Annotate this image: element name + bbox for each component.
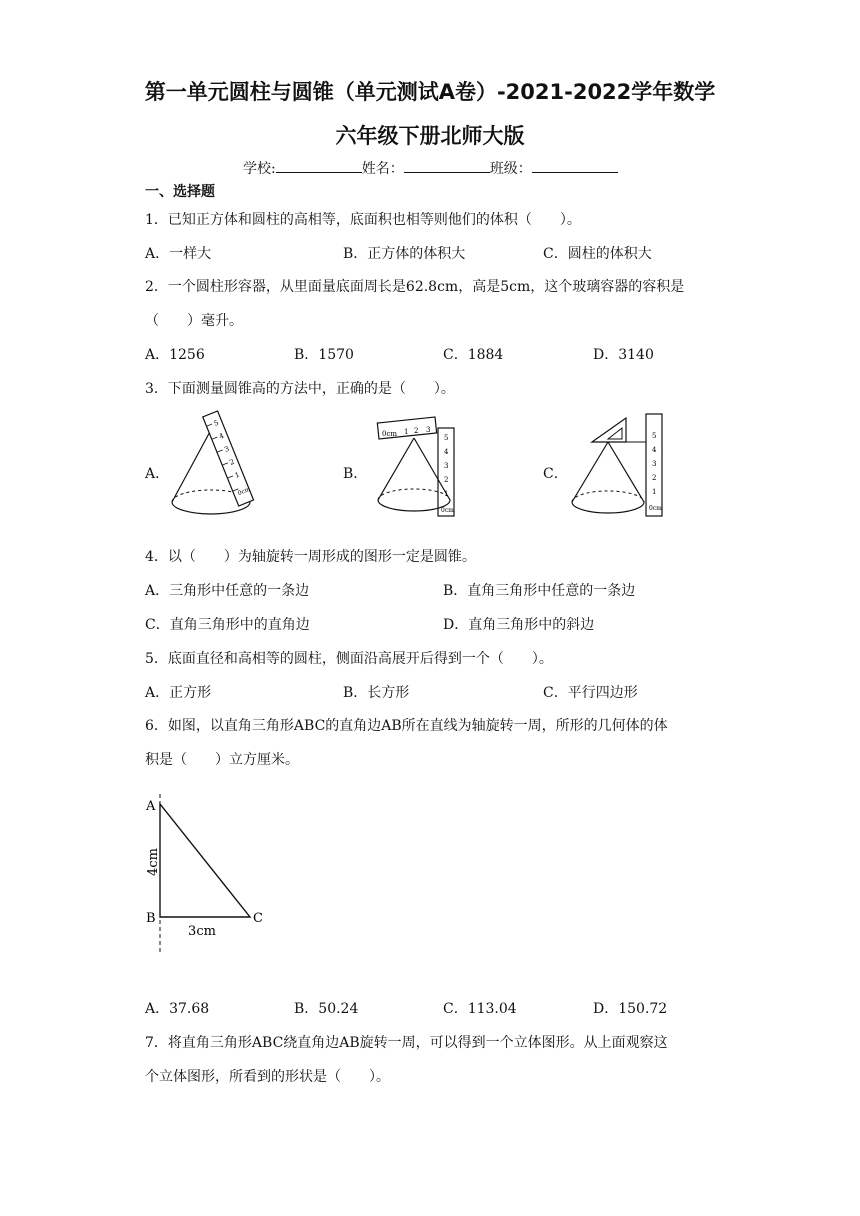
section-heading: 一、选择题 (145, 184, 215, 200)
info-line (243, 158, 618, 178)
ruler-c-n5: 5 (652, 432, 657, 440)
q6-triangle-figure (140, 790, 280, 960)
ruler-b-n4: 4 (444, 448, 449, 456)
q4-option-b[interactable]: B．直角三角形中任意的一条边 (443, 583, 636, 599)
q1-option-a[interactable]: A．一样大 (145, 246, 212, 262)
q6-option-c[interactable]: C．113.04 (443, 1001, 517, 1017)
question-2-line2: （ ）毫升。 (145, 313, 243, 329)
label-ab-length: 4cm (146, 848, 161, 876)
q2-option-a[interactable]: A．1256 (145, 347, 205, 363)
school-blank[interactable] (276, 158, 362, 173)
q4-option-a[interactable]: A．三角形中任意的一条边 (145, 583, 310, 599)
document-title-line2: 六年级下册北师大版 (335, 124, 525, 148)
ruler-c-n3: 3 (652, 460, 657, 468)
name-blank[interactable] (404, 158, 490, 173)
label-b: B (146, 911, 156, 926)
ruler-b-top-n1: 1 (404, 428, 409, 436)
question-3: 3．下面测量圆锥高的方法中，正确的是（ ）。 (145, 381, 455, 397)
label-a: A (146, 799, 156, 814)
ruler-b-n2: 2 (444, 476, 449, 484)
q3-option-a[interactable]: A． (145, 466, 170, 482)
q5-option-c[interactable]: C．平行四边形 (543, 685, 638, 701)
q3-figure-b (374, 412, 464, 522)
q3-option-b[interactable]: B． (343, 466, 368, 482)
q4-option-d[interactable]: D．直角三角形中的斜边 (443, 617, 595, 633)
question-2-line1: 2．一个圆柱形容器，从里面量底面周长是62.8cm，高是5cm，这个玻璃容器的容积是 (145, 279, 685, 295)
question-1: 1．已知正方体和圆柱的高相等，底面积也相等则他们的体积（ ）。 (145, 212, 581, 228)
ruler-a-n4: 4 (218, 431, 226, 441)
ruler-b-zero: 0cm (441, 507, 454, 514)
ruler-a-n2: 2 (228, 457, 236, 467)
ruler-b-top-n3: 3 (426, 426, 431, 434)
ruler-c-n1: 1 (652, 488, 657, 496)
q1-option-c[interactable]: C．圆柱的体积大 (543, 246, 652, 262)
q6-option-b[interactable]: B．50.24 (294, 1001, 359, 1017)
question-7-line1: 7．将直角三角形ABC绕直角边AB旋转一周，可以得到一个立体图形。从上面观察这 (145, 1035, 668, 1051)
question-6-line1: 6．如图，以直角三角形ABC的直角边AB所在直线为轴旋转一周，所形的几何体的体 (145, 718, 668, 734)
class-label: 班级： (489, 161, 532, 177)
label-bc-length: 3cm (188, 924, 216, 939)
q4-option-c[interactable]: C．直角三角形中的直角边 (145, 617, 310, 633)
q2-option-b[interactable]: B．1570 (294, 347, 354, 363)
ruler-c-n4: 4 (652, 446, 657, 454)
ruler-b-n3: 3 (444, 462, 449, 470)
question-5: 5．底面直径和高相等的圆柱，侧面沿高展开后得到一个（ ）。 (145, 651, 553, 667)
question-6-line2: 积是（ ）立方厘米。 (145, 752, 299, 768)
q5-option-b[interactable]: B．长方形 (343, 685, 410, 701)
q1-option-b[interactable]: B．正方体的体积大 (343, 246, 466, 262)
q3-figure-a (160, 410, 280, 525)
q3-option-c[interactable]: C． (543, 466, 568, 482)
ruler-a-n3: 3 (223, 444, 231, 454)
document-title-line1: 第一单元圆柱与圆锥（单元测试A卷）-2021-2022学年数学 (144, 80, 716, 104)
ruler-c-n2: 2 (652, 474, 657, 482)
q3-figure-c (566, 412, 666, 522)
q2-option-d[interactable]: D．3140 (593, 347, 654, 363)
ruler-a-n5: 5 (212, 418, 220, 428)
q6-option-d[interactable]: D．150.72 (593, 1001, 668, 1017)
ruler-a-n1: 1 (233, 470, 241, 480)
school-label: 学校: (243, 161, 276, 177)
ruler-b-top-n2: 2 (414, 427, 419, 435)
q6-option-a[interactable]: A．37.68 (145, 1001, 210, 1017)
ruler-c-zero: 0cm (649, 505, 662, 512)
ruler-b-n1: 1 (444, 490, 449, 498)
q5-option-a[interactable]: A．正方形 (145, 685, 212, 701)
class-blank[interactable] (532, 158, 618, 173)
question-7-line2: 个立体图形，所看到的形状是（ ）。 (145, 1069, 390, 1085)
q2-option-c[interactable]: C．1884 (443, 347, 504, 363)
ruler-a-zero: 0cm (236, 485, 252, 498)
ruler-b-n5: 5 (444, 434, 449, 442)
question-4: 4．以（ ）为轴旋转一周形成的图形一定是圆锥。 (145, 549, 476, 565)
label-c: C (253, 911, 263, 926)
ruler-b-top-zero: 0cm (382, 430, 398, 438)
name-label: 姓名： (361, 161, 404, 177)
